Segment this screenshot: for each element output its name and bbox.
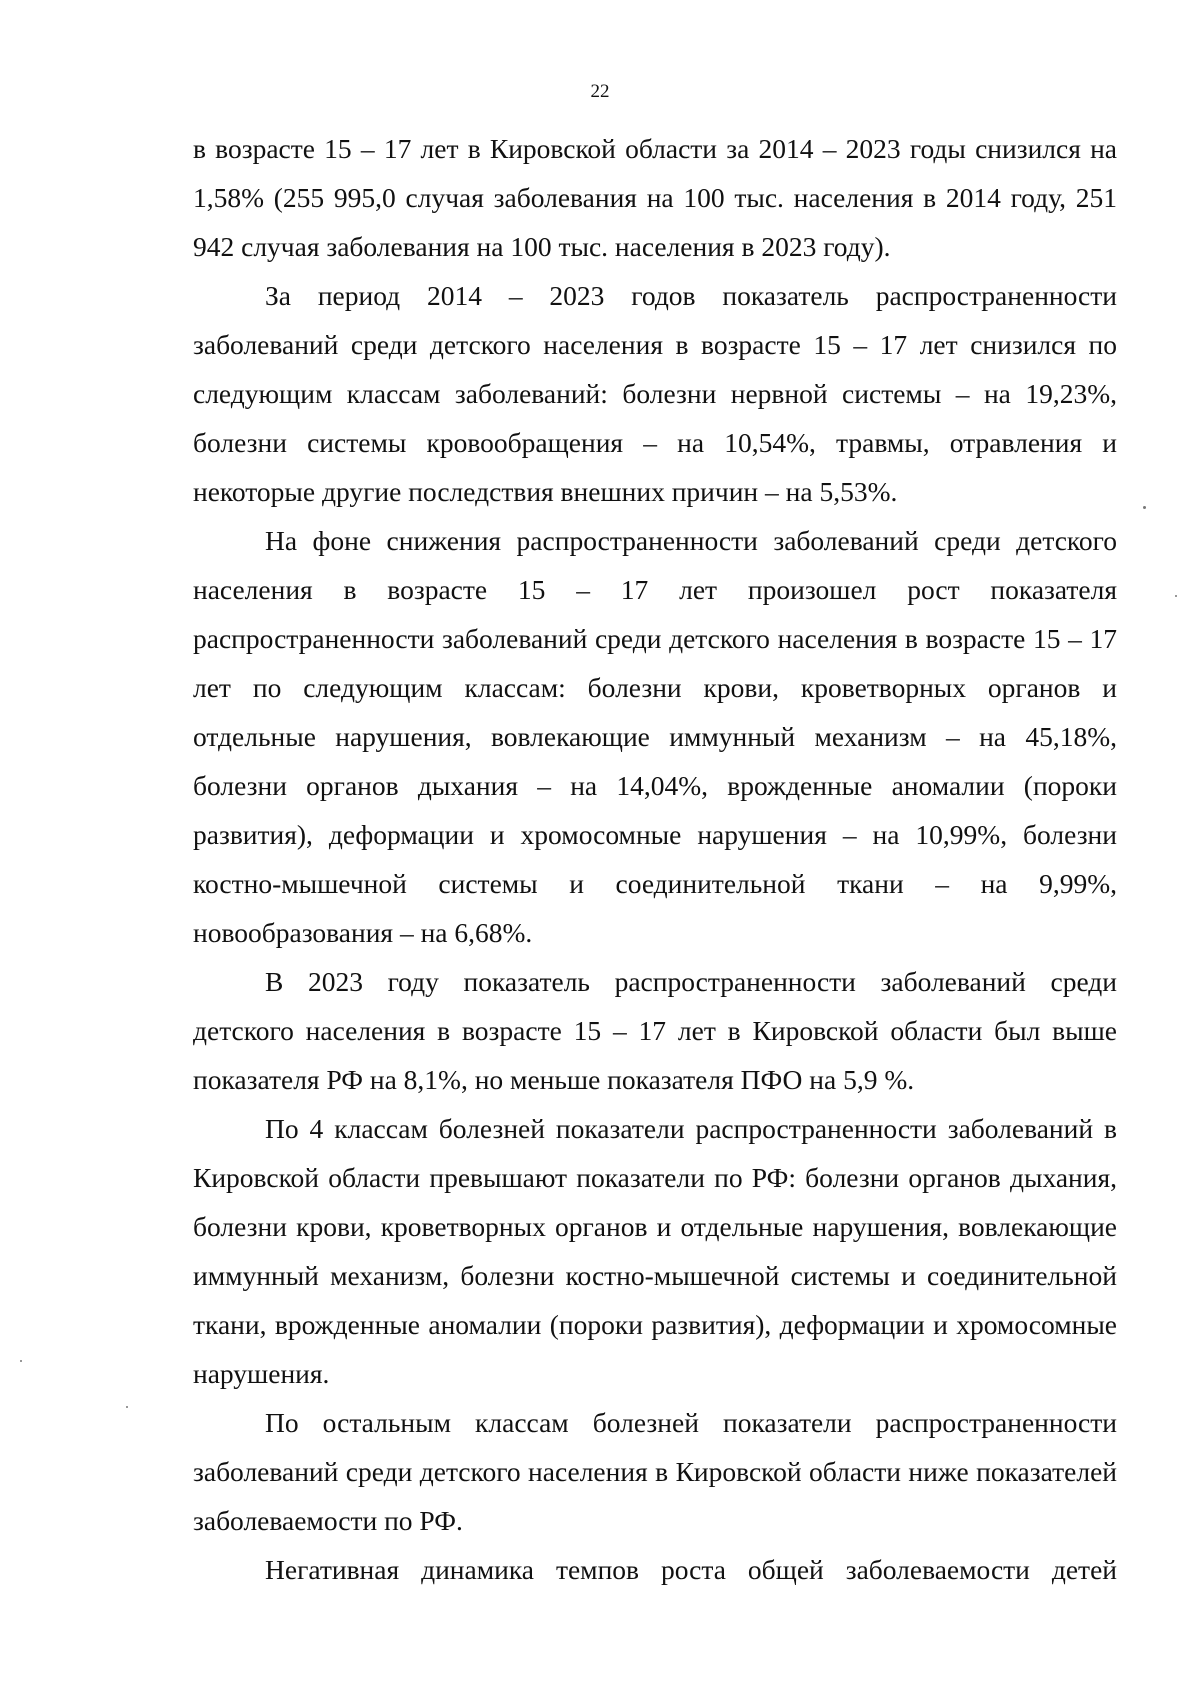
paragraph-2: За период 2014 – 2023 годов показатель распространенности заболеваний среди детского населения в возрасте 15 – 17 лет снизился по следующим классам заболеваний: болезни нервной системы – на 19,23%, болезни системы кровообращения – на 10,54%, травмы, отравления и некоторые другие последствия внешних причин – на 5,53%. (193, 280, 1117, 507)
scan-speck (1175, 595, 1177, 597)
paragraph-3: На фоне снижения распространенности заболеваний среди детского населения в возрасте 15 – 17 лет произошел рост показателя распространенности заболеваний среди детского населения в возрасте 15 – 17 лет по следующим классам: болезни крови, кроветворных органов и отдельные нарушения, вовлекающие иммунный механизм – на 45,18%, болезни органов дыхания – на 14,04%, врожденные аномалии (пороки развития), деформации и хромосомные нарушения – на 10,99%, болезни костно-мышечной системы и соединительной ткани – на 9,99%, новообразования – на 6,68%. (193, 525, 1117, 948)
document-body (193, 124, 1117, 1594)
page-number: 22 (590, 81, 610, 102)
scan-speck (126, 1406, 128, 1408)
scan-speck (1143, 506, 1146, 509)
paragraph-7: Негативная динамика темпов роста общей заболеваемости детей (265, 1554, 1117, 1585)
scan-speck (20, 1360, 22, 1362)
paragraph-6: По остальным классам болезней показатели распространенности заболеваний среди детского населения в Кировской области ниже показателей заболеваемости по РФ. (193, 1407, 1117, 1536)
paragraph-4: В 2023 году показатель распространенности заболеваний среди детского населения в возрасте 15 – 17 лет в Кировской области был выше показателя РФ на 8,1%, но меньше показателя ПФО на 5,9 %. (193, 966, 1117, 1095)
paragraph-1: в возрасте 15 – 17 лет в Кировской области за 2014 – 2023 годы снизился на 1,58% (255 995,0 случая заболевания на 100 тыс. населения в 2014 году, 251 942 случая заболевания на 100 тыс. населения в 2023 году). (193, 133, 1117, 262)
paragraph-5: По 4 классам болезней показатели распространенности заболеваний в Кировской области превышают показатели по РФ: болезни органов дыхания, болезни крови, кроветворных органов и отдельные нарушения, вовлекающие иммунный механизм, болезни костно-мышечной системы и соединительной ткани, врожденные аномалии (пороки развития), деформации и хромосомные нарушения. (193, 1113, 1117, 1389)
